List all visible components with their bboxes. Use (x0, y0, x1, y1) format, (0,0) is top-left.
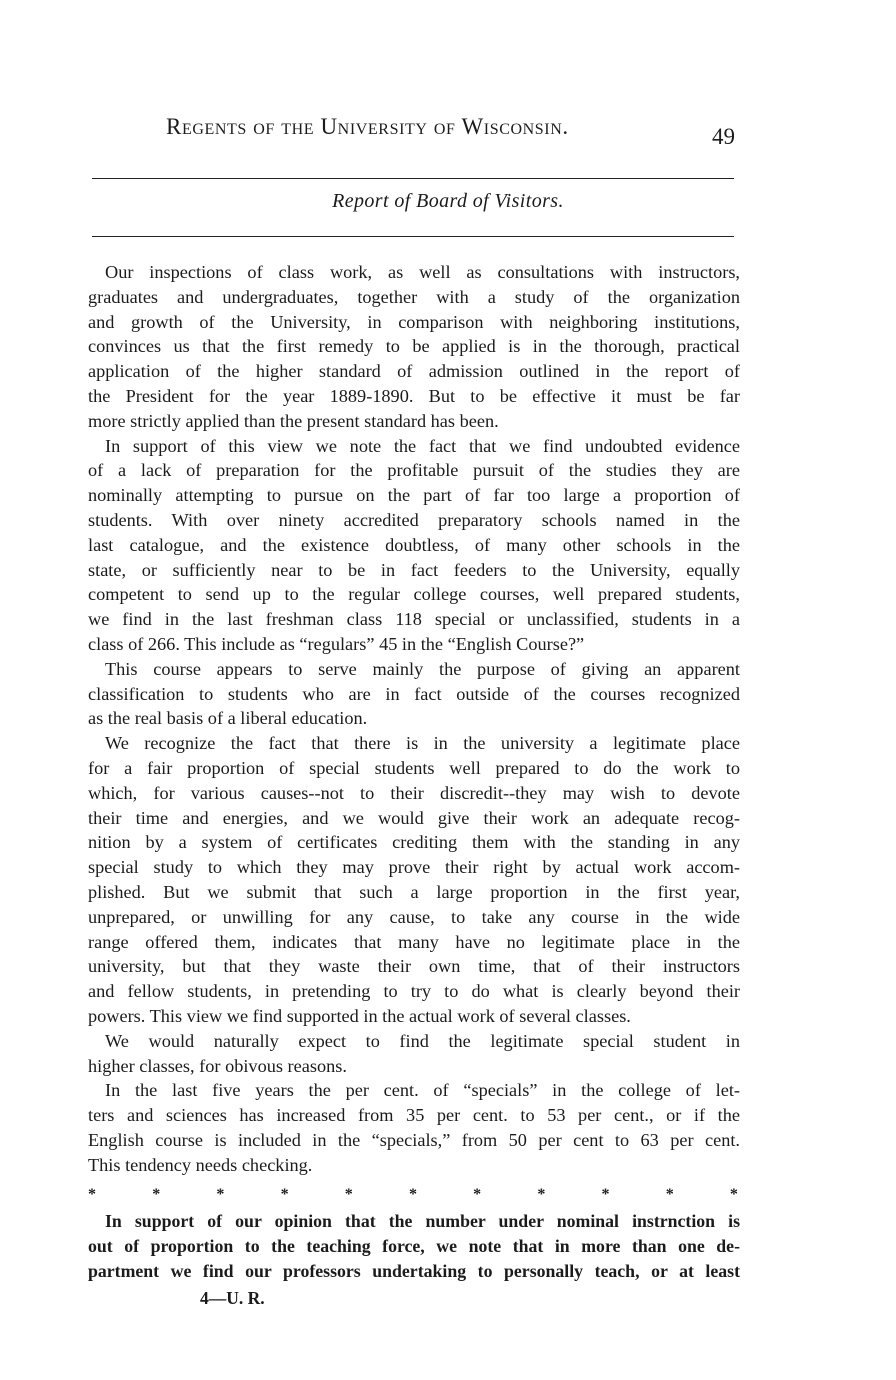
asterisk: * (88, 1186, 96, 1203)
asterisk: * (601, 1186, 610, 1203)
text-line: we find in the last freshman class 118 special or unclassified, students in a (88, 609, 740, 630)
text-line: This course appears to serve mainly the purpose of giving an apparent (105, 658, 740, 679)
text-line: nominally attempting to pursue on the part of far too large a proportion of (88, 485, 740, 506)
text-line: and fellow students, in pretending to try to do what is clearly beyond their (88, 981, 740, 1002)
text-line: classification to students who are in fact outside of the courses recognized (88, 683, 740, 704)
text-line: the President for the year 1889-1890. But to be effective it must be far (88, 385, 740, 406)
text-line: In support of our opinion that the number under nominal instrnction is (105, 1211, 740, 1231)
text-line: application of the higher standard of admission outlined in the report of (88, 361, 740, 382)
page-number: 49 (712, 124, 735, 149)
body-text-bold (88, 1209, 740, 1283)
text-line: students. With over ninety accredited preparatory schools named in the (88, 509, 740, 530)
text-line: This tendency needs checking. (88, 1154, 313, 1175)
text-line: We would naturally expect to find the legitimate special student in (105, 1030, 740, 1051)
asterisk: * (537, 1186, 546, 1203)
text-line: partment we find our professors undertaking to personally teach, or at least (88, 1260, 740, 1281)
text-line: In the last five years the per cent. of “specials” in the college of let- (105, 1080, 740, 1101)
body-text-main (88, 260, 740, 1177)
text-line: as the real basis of a liberal education. (88, 708, 368, 729)
text-line: powers. This view we find supported in the actual work of several classes. (88, 1005, 631, 1026)
section-title: Report of Board of Visitors. (332, 190, 564, 212)
text-line: state, or sufficiently near to be in fact feeders to the University, equally (88, 559, 740, 580)
text-line: plished. But we submit that such a large proportion in the first year, (88, 881, 740, 902)
asterisk: * (408, 1186, 417, 1203)
text-line: their time and energies, and we would give their work an adequate recog- (88, 807, 740, 828)
bottom-rule (92, 236, 734, 237)
asterisk: * (152, 1186, 161, 1203)
text-line: university, but that they waste their own time, that of their instructors (88, 956, 740, 977)
asterisk: * (280, 1186, 289, 1203)
text-line: nition by a system of certificates crediting them with the standing in any (88, 832, 740, 853)
text-line: out of proportion to the teaching force, we note that in more than one de- (88, 1235, 740, 1256)
text-line: for a fair proportion of special students well prepared to do the work to (88, 757, 740, 778)
text-line: class of 266. This include as “regulars” 45 in the “English Course?” (88, 633, 585, 654)
text-line: convinces us that the first remedy to be applied is in the thorough, practical (88, 336, 740, 357)
text-line: In support of this view we note the fact that we find undoubted evidence (105, 435, 740, 456)
text-line: which, for various causes--not to their discredit--they may wish to devote (88, 782, 740, 803)
text-line: special study to which they may prove their right by actual work accom- (88, 857, 740, 878)
text-line: graduates and undergraduates, together with a study of the organization (88, 286, 740, 307)
text-line: last catalogue, and the existence doubtless, of many other schools in the (88, 534, 740, 555)
top-rule (92, 178, 734, 179)
text-line: Our inspections of class work, as well as consultations with instructors, (105, 262, 740, 282)
signature-mark: 4—U. R. (200, 1288, 265, 1308)
text-line: We recognize the fact that there is in the university a legitimate place (105, 733, 740, 754)
text-line: range offered them, indicates that many have no legitimate place in the (88, 931, 740, 952)
running-title: Regents of the University of Wisconsin. (166, 114, 569, 139)
text-line: more strictly applied than the present standard has been. (88, 410, 499, 431)
text-line: competent to send up to the regular college courses, well prepared students, (88, 584, 740, 605)
asterisk: * (344, 1186, 353, 1203)
text-line: higher classes, for obivous reasons. (88, 1055, 347, 1076)
asterisk: * (473, 1186, 482, 1203)
text-line: English course is included in the “specials,” from 50 per cent to 63 per cent. (88, 1129, 740, 1150)
asterisk: * (665, 1186, 674, 1203)
text-line: ters and sciences has increased from 35 per cent. to 53 per cent., or if the (88, 1105, 740, 1126)
text-line: unprepared, or unwilling for any cause, to take any course in the wide (88, 906, 740, 927)
text-line: of a lack of preparation for the profitable pursuit of the studies they are (88, 460, 740, 481)
asterisk: * (729, 1186, 738, 1203)
text-line: and growth of the University, in comparison with neighboring institutions, (88, 311, 740, 332)
asterisk-separator (88, 1186, 738, 1206)
asterisk: * (216, 1186, 225, 1203)
